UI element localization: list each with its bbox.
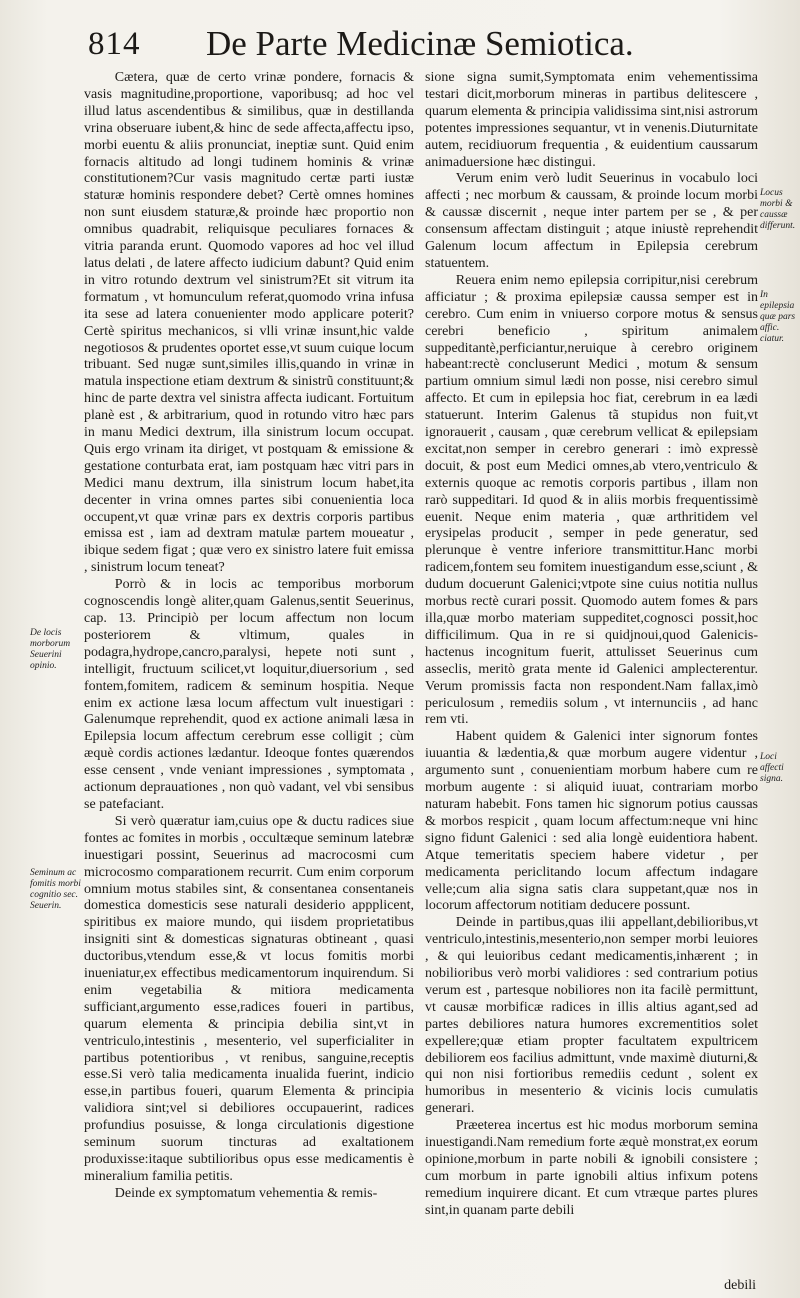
paragraph: sione signa sumit,Symptomata enim vehementissima testari dicit,morborum mineras in partibus delitescere , quarum elementa & principia validissima sint,nisi astrorum potentes impressiones sequantur, vt in venenis.Diuturnitate autem, recidiuorum frequentia , & euidentium caussarum animaduersione hæc distingui. [425, 70, 758, 170]
paragraph: Porrò & in locis ac temporibus morborum cognoscendis longè aliter,quam Galenus,sentit Seuerinus, cap. 13. Principiò per locum affectum non locum posteriorem & vltimum, quales in podagra,hydrope,cancro,paralysi, hepete noti sunt , intelligit, fructuum scilicet,vt loquitur,diuersorium , sed fontem,fomitem, radicem & seminum hospitia. Neque enim ex actione læsa locum affectum vult inuestigari : Galenumque reprehendit, quod ex actione animali læsa in Epilepsia locum affectum cerebrum esse colligit ; cùm æquè cordis actiones lædantur. Ideoque fontes quærendos esse censent , vnde veniant impressiones , symptomata , actionum deprauationes , non quò vadant, vel vbi sensibus se patefaciant. [84, 577, 414, 812]
paragraph: Reuera enim nemo epilepsia corripitur,nisi cerebrum afficiatur ; & proxima epilepsiæ caussa semper est in cerebro. Cum enim in vniuerso corpore motus & sensus cerebri beneficio , spiritum animalem suppeditantè,perficiantur,neruique à cerebro originem habeant:rectè concluserunt Medici , motum & sensum partium omnium simul lædi non posse, nisi cerebro simul affecto. Et cum in epilepsia hoc fiat, cerebrum in ea lædi statuerunt. Interim Galenus tã stupidus non fuit,vt ignorauerit , causam , quæ cerebrum vellicat & epilepsiam excitat,non semper in cerebro generari : imò expressè docuit, & post eum Medici omnes,ab vtero,ventriculo & externis quoque ac remotis corporis partibus , illam non rarò suppeditari. Id quod & in aliis morbis frequentissimè euenit. Neque enim materia , quæ arthritidem vel erysipelas producit , semper in pede generatur, sed plerunque è ventre inferiore transmittitur.Hanc morbi radicem,fontem seu fomitem inuestigandum esse,sciunt , & dudum docuerunt Galenici;vtpote sine cuius notitia nullus morbus rectè curari possit. Quomodo autem fomes & pars illa,quæ morbo materiam suppeditet,cognosci possit,hoc difficilimum. Qua in re si quidjnoui,quod Galenicis-hactenus incognitum fuerit, attulisset Seuerinus cum asseclis, meritò grata mente id Galenici amplecterentur. Verum promissis facta non respondent.Nam fallax,imò periculosum , remediis solum , vt internunciis , ad hanc rem vti. [425, 272, 758, 728]
paragraph: Deinde in partibus,quas ilii appellant,debilioribus,vt ventriculo,intestinis,mesenterio,non semper morbi leuiores , & qui leuioribus cedant medicamentis,inhærent ; in nobilioribus verò morbi validiores : sed contrarium potius verum est , partesque nobiliores non ita facilè permittunt, vt causæ morbificæ radices in illis altius agant,sed ad partes debiliores natura humores excrementitios solet expellere;quæ etiam propter facultatem expultricem debiliorem eos facilius admittunt, vnde maximè diuturni,& qui non nisi fortioribus remediis cedunt , solent ex humoribus in mesenterio & vicinis locis cumulatis generari. [425, 915, 758, 1117]
catchword: debili [724, 1278, 756, 1293]
paragraph: Deinde ex symptomatum vehementia & remis- [114, 1185, 378, 1201]
page-number: 814 [88, 26, 141, 62]
margin-note: De locis morborum Seuerini opinio. [30, 628, 71, 671]
margin-note: Loci affecti signa. [760, 752, 784, 784]
margin-note: In epilepsia quæ pars affic. ciatur. [760, 290, 796, 344]
margin-note: Seminum ac fomitis morbi cognitio sec. Seuerin. [30, 868, 81, 911]
left-column [84, 70, 414, 1275]
paragraph: Verum enim verò ludit Seuerinus in vocabulo loci affecti ; nec morbum & caussam, & proinde locum morbi & caussæ discernit , neque inter partem per se , & per consensum affectam distinguit ; atque iniustè reprehendit Galenum locum affectum in Epilepsia cerebrum statuentem. [425, 171, 758, 271]
right-column [425, 70, 758, 1275]
paragraph: Cætera, quæ de certo vrinæ pondere, fornacis & vasis magnitudine,proportione, vaporibusq; ad hoc vel illud latus ascendentibus & similibus, quæ in destillanda vrina obseruare iubent,& hinc de sede affecta,affectu ipso, morbi euentu & aliis pronunciat, ineptiæ sunt. Quid enim fornacis altitudo ad longi tudinem hominis & vrinæ constitutionem?Cur vasis magnitudo certæ parti iustæ staturæ hominis respondere debet? Certè omnes homines non sunt eiusdem staturæ,& proinde hæc proportio non omnibus quadrabit, reliquisque peculiares fornaces & vitria paranda erunt. Quomodo vapores ad hoc vel illud latus delati , de latere affecto iudicium dabunt? Quid enim in vitro rotundo dextrum vel sinistrum?Et sit vitrum ita formatum , vt homunculum referat,quomodo vrina infusa ita sese ad latera conuenienter modo applicare poterit? Certè spiritus mechanicos, si vlli vrinæ insunt,hic valde negotiosos & prudentes oportet esse,vt suum cuique locum tribuant. Sed nugæ sunt,similes illis,quando in vrinæ in matula inspectione etiam dextrum & sinistrũ constituunt;& hinc de parte dextra vel sinistra affecta iudicant. Fortuitum planè est , & arbitrarium, quod in rotundo vitro hæc pars in manu Medici dextrum, illa sinistrum locum occupat. Quis ergo vrinam ita diriget, vt postquam & emissione & gestatione conturbata erat, iam postquam hæc vitri pars in Medici manu dextrum, illa sinistrum locum habet,ita decenter in vrina omnes partes sibi conuenientia loca occupent,vt quæ vrinæ pars ex dextris corporis partibus emissa est , iam ad dextram matulæ partem moueatur , ibique sedem figat ; quæ vero ex sinistro latere fuit emissa , sinistrum locum teneat? [84, 70, 414, 576]
margin-note: Locus morbi & caussæ differunt. [760, 188, 796, 231]
page-header [88, 22, 708, 68]
paragraph: Si verò quæratur iam,cuius ope & ductu radices siue fontes ac fomites in morbis , occultæque seminum latebræ inuestigari possint, Seuerinus ad macrocosmi cum microcosmo comparationem recurrit. Cum enim corporum omnium motus stabiles sint, & consentanea consentaneis domestica domesticis sese naturali desiderio appplicent, spiritibus ex maiore mundo, qui iisdem proprietatibus insigniti sint & domesticas signaturas obtineant , quasi ductoribus,vtendum esse,& vt locus fomitis morbi inueniatur,ex effectibus medicamentorum inquirendum. Si enim vegetabilia & mitiora medicamenta sufficiant,argumento esse,radices foueri in partibus, quarum elementa & principia debilia sint,vt in ventriculo,intestinis , mesenterio, vel superficialiter in partibus potentioribus , vt renibus, sanguine,receptis esse.Si verò talia medicamenta inualida fuerint, indicio esse,in partibus foueri, quarum Elementa & principia validiora sint;vel si debiliores occupauerint, radices profundius posuisse, & longa circulationis digestione seminum suorum tincturas ad exaltationem produxisse:itaque subtilioribus opus esse medicamentis è mineralium familia petitis. [84, 813, 414, 1184]
running-title: De Parte Medicinæ Semiotica. [206, 24, 634, 63]
paragraph: Habent quidem & Galenici inter signorum fontes iuuantia & lædentia,& quæ morbum augere videntur , argumento sunt , conuenientiam morbum habere cum re morbum augente : si aliquid iuuat, contrariam morbo naturam habebit. Fons tamen hic signorum potius caussas & morbos respicit , quam locum affectum:neque vni hinc signo fidunt Galenici : sed alia longè euidentiora habent. Atque temeritatis speciem habere videtur , per medicamenta periclitando locum affectum indagare velle;cum alia signa satis clara suppetant,quæ nos in locorum affectorum notitiam deducere possunt. [425, 729, 758, 914]
paragraph: Præeterea incertus est hic modus morborum semina inuestigandi.Nam remedium forte æquè monstrat,ex eorum opinione,morbum in parte nobili & ignobili consistere ; cum morbum in parte ignobili altius infixum potens remedium inquirere dicant. Et cum vtræque partes plures sint,in quanam parte debili [425, 1118, 758, 1218]
